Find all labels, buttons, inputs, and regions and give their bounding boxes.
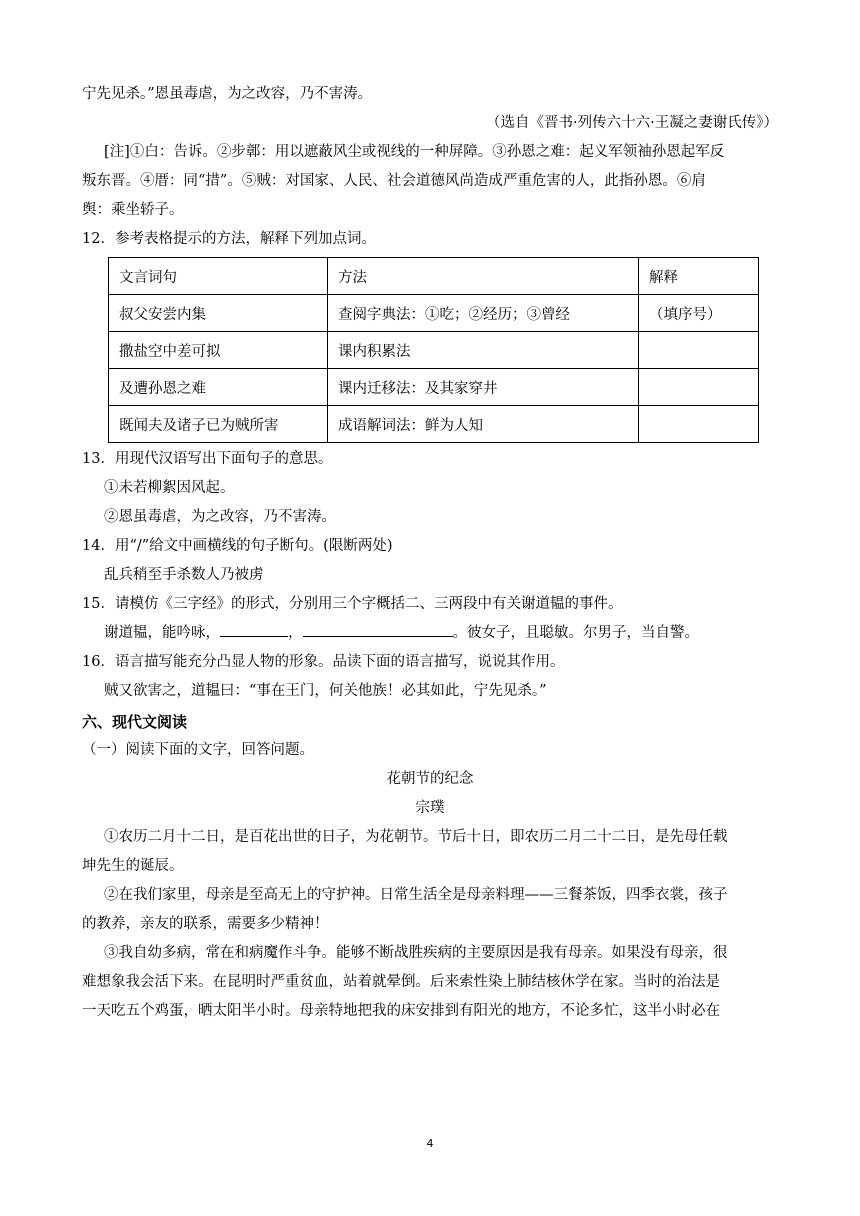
question-13-item-1: ①未若柳絮因风起。 — [104, 480, 235, 496]
table-row — [109, 369, 759, 406]
table-cell: 既闻夫及诸子已为贼所害 — [109, 406, 328, 443]
paragraph-3-line-2: 难想象我会活下来。在昆明时严重贫血，站着就晕倒。后来索性染上肺结核休学在家。当时的治法是 — [82, 974, 720, 990]
notes-line-2: 叛东晋。④厝：同“措”。⑤贼：对国家、人民、社会道德风尚造成严重危害的人，此指孙恩。⑥肩 — [82, 173, 706, 189]
table-header-cell: 方法 — [328, 258, 639, 295]
question-16-prompt: 16．语言描写能充分凸显人物的形象。品读下面的语言描写，说说其作用。 — [82, 654, 565, 670]
paragraph-1-line-2: 坤先生的诞辰。 — [82, 858, 184, 874]
table-cell: 撒盐空中差可拟 — [109, 332, 328, 369]
article-title: 花朝节的纪念 — [386, 771, 474, 787]
question-14-prompt: 14．用“/”给文中画横线的句子断句。(限断两处) — [82, 538, 393, 554]
table-cell: 成语解词法：鲜为人知 — [328, 406, 639, 443]
question-14-sentence: 乱兵稍至手杀数人乃被虏 — [104, 567, 264, 583]
question-16-quote: 贼又欲害之，道韫曰：“事在王门，何关他族！必其如此，宁先见杀。” — [104, 683, 547, 699]
table-cell: 课内积累法 — [328, 332, 639, 369]
table-row — [109, 295, 759, 332]
table-header-cell: 解释 — [639, 258, 759, 295]
document-page — [82, 80, 778, 1026]
question-12-prompt: 12．参考表格提示的方法，解释下列加点词。 — [82, 231, 376, 247]
notes-line-1: [注]①白：告诉。②步鄣：用以遮蔽风尘或视线的一种屏障。③孙恩之难：起义军领袖孙恩起军反 — [104, 144, 725, 160]
answer-cell[interactable]: （填序号） — [639, 295, 759, 332]
page-number: 4 — [426, 1137, 434, 1150]
table-cell: 及遭孙恩之难 — [109, 369, 328, 406]
table-row — [109, 406, 759, 443]
answer-blank-1[interactable] — [220, 620, 288, 637]
method-table — [108, 257, 759, 443]
passage-last-line: 宁先见杀。”恩虽毒虐，为之改容，乃不害涛。 — [82, 86, 373, 102]
paragraph-3-line-3: 一天吃五个鸡蛋，晒太阳半小时。母亲特地把我的床安排到有阳光的地方，不论多忙，这半小时必在 — [82, 1003, 720, 1019]
question-15-fill-line — [82, 619, 778, 648]
table-cell: 课内迁移法：及其家穿井 — [328, 369, 639, 406]
paragraph-2-line-1: ②在我们家里，母亲是至高无上的守护神。日常生活全是母亲料理——三餐茶饭，四季衣裳，孩子 — [104, 887, 728, 903]
fill-prefix: 谢道韫，能吟咏， — [104, 625, 220, 641]
paragraph-1-line-1: ①农历二月十二日，是百花出世的日子，为花朝节。节后十日，即农历二月二十二日，是先母任载 — [104, 829, 728, 845]
fill-middle: ， — [288, 625, 303, 641]
question-13-item-2: ②恩虽毒虐，为之改容，乃不害涛。 — [104, 509, 336, 525]
paragraph-3-line-1: ③我自幼多病，常在和病魔作斗争。能够不断战胜疾病的主要原因是我有母亲。如果没有母亲，很 — [104, 945, 728, 961]
notes-line-3: 舆：乘坐轿子。 — [82, 202, 184, 218]
table-cell: 叔父安尝内集 — [109, 295, 328, 332]
fill-suffix: 。彼女子，且聪敏。尔男子，当自警。 — [452, 625, 699, 641]
table-header-row — [109, 258, 759, 295]
table-row — [109, 332, 759, 369]
question-13-prompt: 13．用现代汉语写出下面句子的意思。 — [82, 451, 333, 467]
answer-cell[interactable] — [639, 332, 759, 369]
question-15-prompt: 15．请模仿《三字经》的形式，分别用三个字概括二、三两段中有关谢道韫的事件。 — [82, 596, 623, 612]
answer-cell[interactable] — [639, 406, 759, 443]
article-author: 宗璞 — [415, 800, 445, 816]
answer-cell[interactable] — [639, 369, 759, 406]
section-subheading: （一）阅读下面的文字，回答问题。 — [82, 742, 314, 758]
paragraph-2-line-2: 的教养，亲友的联系，需要多少精神！ — [82, 916, 329, 932]
passage-source: （选自《晋书·列传六十六·王凝之妻谢氏传》） — [486, 115, 778, 131]
table-cell: 查阅字典法：①吃；②经历；③曾经 — [328, 295, 639, 332]
table-header-cell: 文言词句 — [109, 258, 328, 295]
answer-blank-2[interactable] — [303, 620, 453, 637]
section-heading: 六、现代文阅读 — [82, 713, 188, 731]
